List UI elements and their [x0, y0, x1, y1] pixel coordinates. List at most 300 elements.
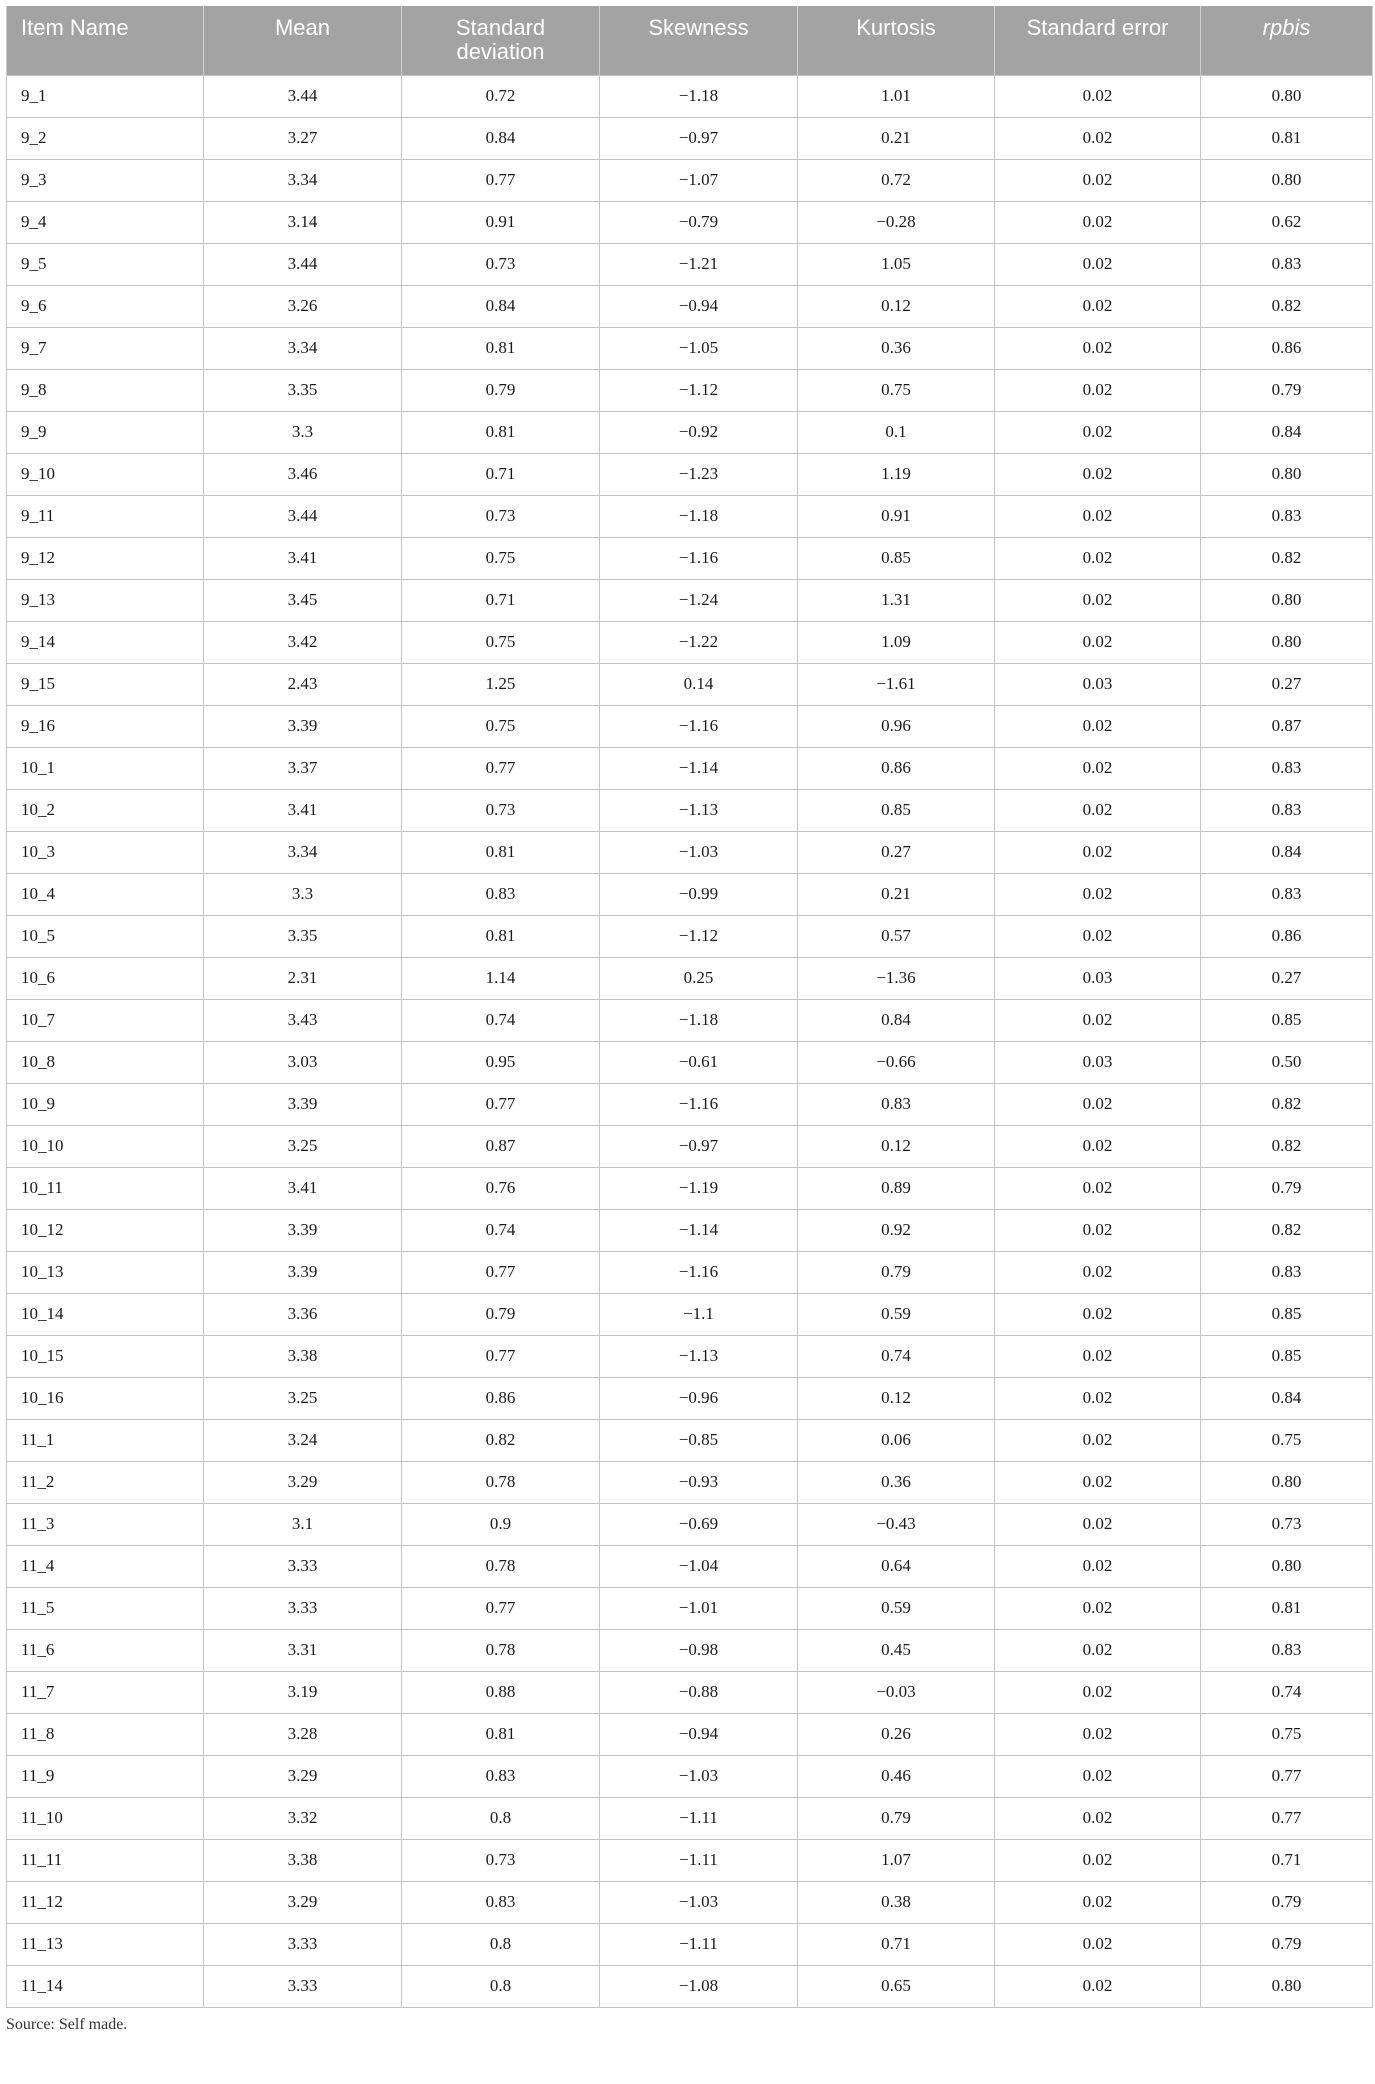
header-mean: Mean	[204, 6, 402, 75]
cell-skewness: −1.03	[600, 1881, 798, 1923]
table-body	[7, 75, 1373, 2007]
cell-skewness: −0.97	[600, 1125, 798, 1167]
cell-item-name: 11_10	[7, 1797, 204, 1839]
cell-kurtosis: 0.06	[798, 1419, 995, 1461]
cell-kurtosis: 0.84	[798, 999, 995, 1041]
cell-standard-deviation: 0.73	[402, 1839, 600, 1881]
cell-mean: 3.25	[204, 1377, 402, 1419]
cell-standard-deviation: 0.71	[402, 453, 600, 495]
cell-skewness: 0.25	[600, 957, 798, 999]
header-row	[7, 6, 1373, 75]
cell-mean: 3.39	[204, 705, 402, 747]
cell-mean: 3.37	[204, 747, 402, 789]
table-row	[7, 1671, 1373, 1713]
cell-kurtosis: 0.12	[798, 1377, 995, 1419]
cell-kurtosis: 0.79	[798, 1251, 995, 1293]
cell-item-name: 9_16	[7, 705, 204, 747]
cell-rpbis: 0.80	[1201, 1461, 1373, 1503]
cell-mean: 3.27	[204, 117, 402, 159]
cell-standard-deviation: 0.71	[402, 579, 600, 621]
cell-skewness: −1.16	[600, 537, 798, 579]
cell-skewness: −0.93	[600, 1461, 798, 1503]
cell-standard-deviation: 0.76	[402, 1167, 600, 1209]
cell-mean: 3.24	[204, 1419, 402, 1461]
cell-standard-deviation: 0.95	[402, 1041, 600, 1083]
cell-mean: 3.19	[204, 1671, 402, 1713]
cell-skewness: −0.98	[600, 1629, 798, 1671]
cell-kurtosis: 1.09	[798, 621, 995, 663]
cell-mean: 3.35	[204, 915, 402, 957]
table-row	[7, 1545, 1373, 1587]
cell-skewness: −1.13	[600, 789, 798, 831]
item-statistics-table	[6, 6, 1373, 2008]
cell-rpbis: 0.86	[1201, 327, 1373, 369]
cell-item-name: 10_1	[7, 747, 204, 789]
table-row	[7, 579, 1373, 621]
cell-standard-error: 0.03	[995, 1041, 1201, 1083]
cell-mean: 3.35	[204, 369, 402, 411]
cell-mean: 2.43	[204, 663, 402, 705]
cell-item-name: 10_2	[7, 789, 204, 831]
cell-rpbis: 0.83	[1201, 873, 1373, 915]
cell-item-name: 9_6	[7, 285, 204, 327]
cell-rpbis: 0.79	[1201, 1881, 1373, 1923]
cell-standard-deviation: 0.81	[402, 915, 600, 957]
cell-item-name: 11_14	[7, 1965, 204, 2007]
cell-standard-error: 0.02	[995, 1839, 1201, 1881]
cell-kurtosis: 0.21	[798, 117, 995, 159]
cell-standard-deviation: 0.8	[402, 1965, 600, 2007]
cell-kurtosis: −0.03	[798, 1671, 995, 1713]
cell-mean: 3.41	[204, 1167, 402, 1209]
cell-kurtosis: 0.26	[798, 1713, 995, 1755]
cell-mean: 3.39	[204, 1083, 402, 1125]
cell-skewness: −1.24	[600, 579, 798, 621]
cell-rpbis: 0.75	[1201, 1419, 1373, 1461]
cell-item-name: 9_15	[7, 663, 204, 705]
cell-standard-deviation: 0.73	[402, 495, 600, 537]
cell-skewness: −1.05	[600, 327, 798, 369]
cell-standard-deviation: 0.81	[402, 327, 600, 369]
cell-rpbis: 0.75	[1201, 1713, 1373, 1755]
cell-standard-error: 0.02	[995, 1125, 1201, 1167]
cell-kurtosis: 0.89	[798, 1167, 995, 1209]
cell-mean: 3.33	[204, 1587, 402, 1629]
cell-item-name: 9_9	[7, 411, 204, 453]
table-row	[7, 831, 1373, 873]
cell-mean: 3.29	[204, 1881, 402, 1923]
table-row	[7, 1167, 1373, 1209]
cell-skewness: −1.03	[600, 1755, 798, 1797]
cell-skewness: −1.11	[600, 1797, 798, 1839]
cell-item-name: 10_11	[7, 1167, 204, 1209]
cell-item-name: 11_8	[7, 1713, 204, 1755]
cell-item-name: 11_6	[7, 1629, 204, 1671]
cell-item-name: 9_10	[7, 453, 204, 495]
cell-skewness: −0.94	[600, 1713, 798, 1755]
cell-mean: 3.03	[204, 1041, 402, 1083]
cell-mean: 3.38	[204, 1335, 402, 1377]
header-rpbis: rpbis	[1201, 6, 1373, 75]
cell-kurtosis: 0.75	[798, 369, 995, 411]
table-row	[7, 999, 1373, 1041]
header-skewness: Skewness	[600, 6, 798, 75]
cell-standard-error: 0.02	[995, 831, 1201, 873]
cell-standard-error: 0.02	[995, 537, 1201, 579]
cell-standard-deviation: 0.74	[402, 1209, 600, 1251]
cell-mean: 2.31	[204, 957, 402, 999]
table-row	[7, 621, 1373, 663]
cell-kurtosis: 0.64	[798, 1545, 995, 1587]
cell-kurtosis: 0.36	[798, 1461, 995, 1503]
cell-skewness: −0.85	[600, 1419, 798, 1461]
cell-kurtosis: 1.19	[798, 453, 995, 495]
cell-mean: 3.29	[204, 1461, 402, 1503]
cell-kurtosis: 0.92	[798, 1209, 995, 1251]
cell-standard-error: 0.02	[995, 1503, 1201, 1545]
cell-standard-deviation: 0.73	[402, 789, 600, 831]
cell-kurtosis: 0.74	[798, 1335, 995, 1377]
cell-mean: 3.41	[204, 537, 402, 579]
cell-standard-deviation: 0.9	[402, 1503, 600, 1545]
cell-mean: 3.39	[204, 1209, 402, 1251]
cell-mean: 3.25	[204, 1125, 402, 1167]
cell-skewness: −1.12	[600, 369, 798, 411]
cell-standard-deviation: 0.75	[402, 537, 600, 579]
cell-kurtosis: 0.91	[798, 495, 995, 537]
cell-rpbis: 0.83	[1201, 1629, 1373, 1671]
table-row	[7, 537, 1373, 579]
table-row	[7, 495, 1373, 537]
cell-skewness: −0.92	[600, 411, 798, 453]
cell-item-name: 11_11	[7, 1839, 204, 1881]
cell-kurtosis: 0.83	[798, 1083, 995, 1125]
table-row	[7, 1293, 1373, 1335]
cell-standard-deviation: 0.81	[402, 411, 600, 453]
cell-kurtosis: −0.43	[798, 1503, 995, 1545]
cell-mean: 3.31	[204, 1629, 402, 1671]
cell-rpbis: 0.80	[1201, 75, 1373, 117]
table-row	[7, 1587, 1373, 1629]
cell-item-name: 9_14	[7, 621, 204, 663]
cell-standard-deviation: 0.75	[402, 705, 600, 747]
cell-standard-deviation: 0.79	[402, 1293, 600, 1335]
cell-standard-error: 0.02	[995, 1713, 1201, 1755]
cell-standard-error: 0.02	[995, 1587, 1201, 1629]
cell-mean: 3.44	[204, 495, 402, 537]
cell-standard-deviation: 0.81	[402, 1713, 600, 1755]
table-row	[7, 1965, 1373, 2007]
cell-item-name: 10_6	[7, 957, 204, 999]
cell-mean: 3.34	[204, 327, 402, 369]
cell-standard-deviation: 0.86	[402, 1377, 600, 1419]
table-row	[7, 411, 1373, 453]
cell-standard-error: 0.02	[995, 201, 1201, 243]
cell-rpbis: 0.80	[1201, 579, 1373, 621]
cell-rpbis: 0.83	[1201, 1251, 1373, 1293]
cell-standard-error: 0.02	[995, 789, 1201, 831]
cell-rpbis: 0.84	[1201, 831, 1373, 873]
cell-kurtosis: 0.1	[798, 411, 995, 453]
table-row	[7, 705, 1373, 747]
header-standard-error: Standard error	[995, 6, 1201, 75]
cell-standard-error: 0.02	[995, 1965, 1201, 2007]
cell-mean: 3.45	[204, 579, 402, 621]
cell-item-name: 9_7	[7, 327, 204, 369]
cell-rpbis: 0.83	[1201, 747, 1373, 789]
cell-mean: 3.1	[204, 1503, 402, 1545]
cell-standard-error: 0.02	[995, 117, 1201, 159]
cell-standard-error: 0.02	[995, 999, 1201, 1041]
cell-rpbis: 0.85	[1201, 999, 1373, 1041]
cell-mean: 3.34	[204, 159, 402, 201]
cell-kurtosis: 0.72	[798, 159, 995, 201]
cell-item-name: 9_4	[7, 201, 204, 243]
cell-item-name: 11_9	[7, 1755, 204, 1797]
cell-kurtosis: 0.59	[798, 1587, 995, 1629]
table-row	[7, 1041, 1373, 1083]
cell-standard-deviation: 0.83	[402, 1755, 600, 1797]
cell-standard-deviation: 0.91	[402, 201, 600, 243]
cell-kurtosis: 0.46	[798, 1755, 995, 1797]
cell-standard-error: 0.02	[995, 159, 1201, 201]
cell-item-name: 10_4	[7, 873, 204, 915]
header-standard-deviation: Standard deviation	[402, 6, 600, 75]
cell-skewness: 0.14	[600, 663, 798, 705]
cell-mean: 3.39	[204, 1251, 402, 1293]
cell-skewness: −1.19	[600, 1167, 798, 1209]
cell-rpbis: 0.85	[1201, 1335, 1373, 1377]
table-row	[7, 747, 1373, 789]
cell-rpbis: 0.27	[1201, 957, 1373, 999]
cell-item-name: 10_8	[7, 1041, 204, 1083]
cell-item-name: 9_5	[7, 243, 204, 285]
cell-skewness: −1.04	[600, 1545, 798, 1587]
cell-skewness: −0.88	[600, 1671, 798, 1713]
cell-mean: 3.34	[204, 831, 402, 873]
cell-standard-deviation: 0.78	[402, 1629, 600, 1671]
cell-standard-deviation: 0.88	[402, 1671, 600, 1713]
cell-rpbis: 0.82	[1201, 285, 1373, 327]
cell-standard-error: 0.02	[995, 873, 1201, 915]
cell-rpbis: 0.50	[1201, 1041, 1373, 1083]
cell-mean: 3.28	[204, 1713, 402, 1755]
cell-mean: 3.26	[204, 285, 402, 327]
cell-item-name: 11_3	[7, 1503, 204, 1545]
source-note: Source: Self made.	[6, 2015, 128, 2033]
cell-mean: 3.33	[204, 1965, 402, 2007]
cell-rpbis: 0.71	[1201, 1839, 1373, 1881]
cell-skewness: −1.18	[600, 495, 798, 537]
cell-standard-deviation: 0.83	[402, 1881, 600, 1923]
cell-item-name: 10_12	[7, 1209, 204, 1251]
cell-skewness: −1.16	[600, 1083, 798, 1125]
cell-mean: 3.44	[204, 243, 402, 285]
cell-standard-error: 0.02	[995, 1671, 1201, 1713]
cell-kurtosis: 0.86	[798, 747, 995, 789]
cell-standard-error: 0.02	[995, 453, 1201, 495]
cell-kurtosis: 0.85	[798, 789, 995, 831]
cell-standard-deviation: 0.77	[402, 1251, 600, 1293]
cell-item-name: 10_9	[7, 1083, 204, 1125]
cell-item-name: 11_4	[7, 1545, 204, 1587]
cell-standard-error: 0.02	[995, 1755, 1201, 1797]
cell-rpbis: 0.77	[1201, 1755, 1373, 1797]
cell-rpbis: 0.83	[1201, 495, 1373, 537]
cell-standard-deviation: 1.25	[402, 663, 600, 705]
table-row	[7, 201, 1373, 243]
cell-skewness: −1.11	[600, 1923, 798, 1965]
cell-skewness: −1.23	[600, 453, 798, 495]
cell-kurtosis: 0.12	[798, 285, 995, 327]
cell-standard-error: 0.02	[995, 243, 1201, 285]
cell-rpbis: 0.87	[1201, 705, 1373, 747]
cell-standard-error: 0.02	[995, 915, 1201, 957]
cell-standard-deviation: 0.77	[402, 1335, 600, 1377]
table-row	[7, 75, 1373, 117]
table-row	[7, 1125, 1373, 1167]
cell-item-name: 11_5	[7, 1587, 204, 1629]
cell-standard-error: 0.02	[995, 1377, 1201, 1419]
table-row	[7, 957, 1373, 999]
cell-standard-error: 0.03	[995, 663, 1201, 705]
cell-kurtosis: 0.85	[798, 537, 995, 579]
cell-mean: 3.14	[204, 201, 402, 243]
cell-item-name: 9_12	[7, 537, 204, 579]
table-row	[7, 1713, 1373, 1755]
cell-standard-deviation: 0.77	[402, 1587, 600, 1629]
table-row	[7, 1797, 1373, 1839]
cell-standard-error: 0.02	[995, 1083, 1201, 1125]
table-row	[7, 1629, 1373, 1671]
cell-skewness: −1.22	[600, 621, 798, 663]
cell-standard-error: 0.02	[995, 1167, 1201, 1209]
cell-rpbis: 0.80	[1201, 453, 1373, 495]
cell-standard-deviation: 0.82	[402, 1419, 600, 1461]
cell-rpbis: 0.81	[1201, 1587, 1373, 1629]
cell-kurtosis: −0.66	[798, 1041, 995, 1083]
cell-standard-deviation: 0.84	[402, 285, 600, 327]
cell-standard-error: 0.02	[995, 579, 1201, 621]
cell-standard-error: 0.02	[995, 1797, 1201, 1839]
cell-skewness: −1.1	[600, 1293, 798, 1335]
table-row	[7, 873, 1373, 915]
table-row	[7, 1209, 1373, 1251]
cell-rpbis: 0.27	[1201, 663, 1373, 705]
cell-kurtosis: 0.65	[798, 1965, 995, 2007]
cell-standard-deviation: 0.74	[402, 999, 600, 1041]
cell-kurtosis: −1.36	[798, 957, 995, 999]
cell-standard-error: 0.02	[995, 1923, 1201, 1965]
cell-kurtosis: 0.79	[798, 1797, 995, 1839]
cell-rpbis: 0.79	[1201, 1923, 1373, 1965]
cell-item-name: 10_3	[7, 831, 204, 873]
cell-standard-deviation: 0.8	[402, 1797, 600, 1839]
cell-rpbis: 0.74	[1201, 1671, 1373, 1713]
cell-item-name: 10_5	[7, 915, 204, 957]
cell-kurtosis: 0.96	[798, 705, 995, 747]
cell-standard-error: 0.02	[995, 1335, 1201, 1377]
table-row	[7, 1755, 1373, 1797]
cell-skewness: −1.07	[600, 159, 798, 201]
cell-skewness: −0.69	[600, 1503, 798, 1545]
cell-skewness: −1.16	[600, 1251, 798, 1293]
cell-mean: 3.46	[204, 453, 402, 495]
cell-rpbis: 0.80	[1201, 1965, 1373, 2007]
cell-item-name: 10_10	[7, 1125, 204, 1167]
cell-skewness: −1.14	[600, 747, 798, 789]
cell-rpbis: 0.86	[1201, 915, 1373, 957]
table-row	[7, 1335, 1373, 1377]
table-row	[7, 663, 1373, 705]
cell-skewness: −1.21	[600, 243, 798, 285]
cell-standard-deviation: 1.14	[402, 957, 600, 999]
cell-standard-error: 0.02	[995, 747, 1201, 789]
cell-standard-error: 0.02	[995, 621, 1201, 663]
cell-rpbis: 0.62	[1201, 201, 1373, 243]
cell-kurtosis: 0.38	[798, 1881, 995, 1923]
table-row	[7, 1251, 1373, 1293]
cell-standard-error: 0.02	[995, 411, 1201, 453]
cell-mean: 3.36	[204, 1293, 402, 1335]
table-row	[7, 327, 1373, 369]
cell-item-name: 9_2	[7, 117, 204, 159]
cell-mean: 3.32	[204, 1797, 402, 1839]
cell-standard-deviation: 0.77	[402, 1083, 600, 1125]
cell-item-name: 11_13	[7, 1923, 204, 1965]
table-row	[7, 1083, 1373, 1125]
cell-mean: 3.3	[204, 873, 402, 915]
cell-item-name: 9_1	[7, 75, 204, 117]
table-row	[7, 117, 1373, 159]
cell-standard-error: 0.02	[995, 1461, 1201, 1503]
table-row	[7, 1377, 1373, 1419]
cell-item-name: 11_12	[7, 1881, 204, 1923]
table-row	[7, 285, 1373, 327]
cell-rpbis: 0.82	[1201, 537, 1373, 579]
cell-item-name: 11_1	[7, 1419, 204, 1461]
table-row	[7, 1503, 1373, 1545]
cell-standard-deviation: 0.84	[402, 117, 600, 159]
header-kurtosis: Kurtosis	[798, 6, 995, 75]
header-item-name: Item Name	[7, 6, 204, 75]
cell-standard-deviation: 0.75	[402, 621, 600, 663]
cell-rpbis: 0.83	[1201, 789, 1373, 831]
table-row	[7, 159, 1373, 201]
cell-standard-error: 0.02	[995, 705, 1201, 747]
cell-standard-error: 0.03	[995, 957, 1201, 999]
cell-rpbis: 0.82	[1201, 1083, 1373, 1125]
cell-kurtosis: 0.59	[798, 1293, 995, 1335]
cell-standard-error: 0.02	[995, 1629, 1201, 1671]
cell-skewness: −0.94	[600, 285, 798, 327]
cell-skewness: −1.14	[600, 1209, 798, 1251]
cell-rpbis: 0.77	[1201, 1797, 1373, 1839]
cell-standard-error: 0.02	[995, 495, 1201, 537]
cell-kurtosis: 1.01	[798, 75, 995, 117]
cell-skewness: −1.13	[600, 1335, 798, 1377]
cell-kurtosis: 0.45	[798, 1629, 995, 1671]
cell-rpbis: 0.80	[1201, 621, 1373, 663]
table-row	[7, 1461, 1373, 1503]
cell-kurtosis: 0.71	[798, 1923, 995, 1965]
cell-standard-error: 0.02	[995, 369, 1201, 411]
cell-kurtosis: 0.21	[798, 873, 995, 915]
cell-rpbis: 0.84	[1201, 411, 1373, 453]
cell-item-name: 9_8	[7, 369, 204, 411]
cell-mean: 3.42	[204, 621, 402, 663]
cell-kurtosis: 0.36	[798, 327, 995, 369]
